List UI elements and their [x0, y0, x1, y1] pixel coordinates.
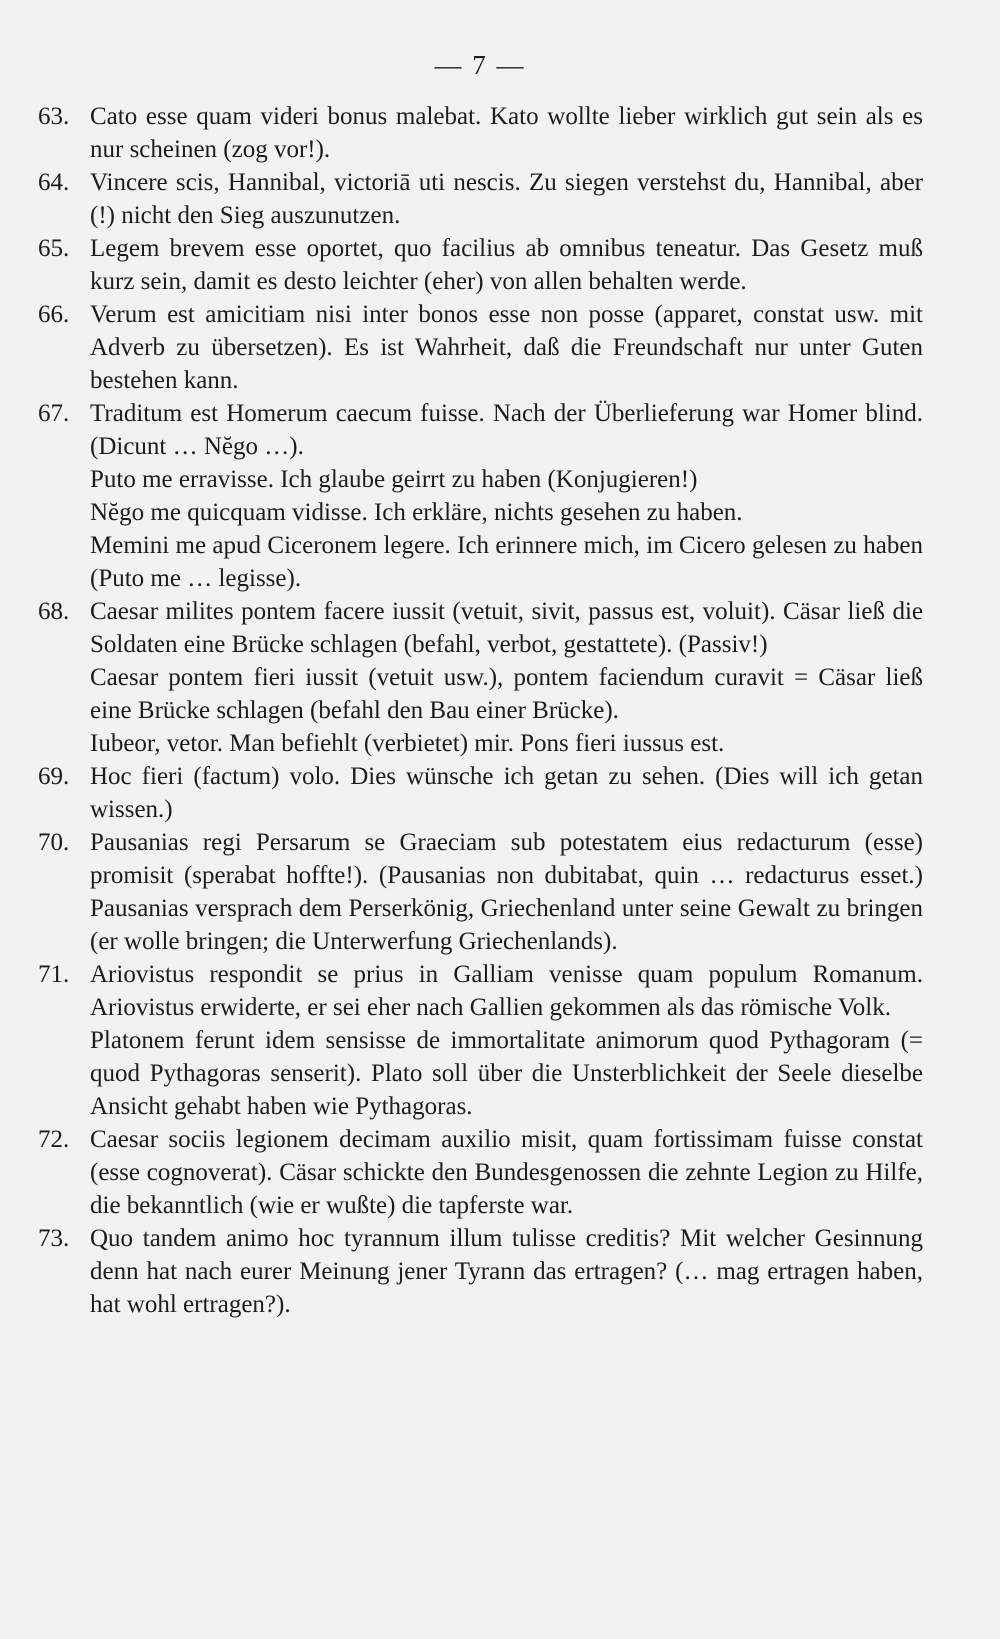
entry-text: Cato esse quam videri bonus malebat. Kato wollte lieber wirklich gut sein als es nur scheinen (zog vor!). [90, 103, 923, 163]
entry-text: Puto me erravisse. Ich glaube geirrt zu haben (Konjugieren!) [90, 466, 698, 493]
entry-text: Verum est amicitiam nisi inter bonos esse non posse (apparet, constat usw. mit Adverb zu übersetzen). Es ist Wahrheit, daß die Freundschaft nur unter Guten bestehen kann. [90, 301, 923, 394]
entries-list [38, 100, 923, 1321]
entry-text: Memini me apud Ciceronem legere. Ich erinnere mich, im Cicero gelesen zu haben (Puto me … legisse). [90, 532, 923, 592]
entry-text: Vincere scis, Hannibal, victoriā uti nescis. Zu siegen verstehst du, Hannibal, aber (!) nicht den Sieg auszunutzen. [90, 169, 923, 229]
entry-number: 71. [38, 961, 70, 988]
entry [38, 760, 923, 826]
entry-number: 64. [38, 169, 70, 196]
entry-text: Pausanias regi Persarum se Graeciam sub potestatem eius redacturum (esse) promisit (sperabat hoffte!). (Pausanias non dubitabat, quin … redacturus esset.) Pausanias versprach dem Perserkönig, Griechenland unter seine Gewalt zu bringen (er wolle bringen; die Unterwerfung Griechenlands). [90, 829, 923, 955]
entry-number: 66. [38, 301, 70, 328]
entry [38, 826, 923, 958]
entry [38, 298, 923, 397]
entry-number: 73. [38, 1225, 70, 1252]
entry-text: Hoc fieri (factum) volo. Dies wünsche ich getan zu sehen. (Dies will ich getan wissen.) [90, 763, 923, 823]
entry [38, 595, 923, 760]
entry-text: Legem brevem esse oportet, quo facilius ab omnibus teneatur. Das Gesetz muß kurz sein, damit es desto leichter (eher) von allen behalten werde. [90, 235, 923, 295]
entry-text: Traditum est Homerum caecum fuisse. Nach der Überlieferung war Homer blind. (Dicunt … Nĕgo …). [90, 400, 923, 460]
entry-text: Caesar milites pontem facere iussit (vetuit, sivit, passus est, voluit). Cäsar ließ die Soldaten eine Brücke schlagen (befahl, verbot, gestattete). (Passiv!) [90, 598, 923, 658]
entry-text: Caesar pontem fieri iussit (vetuit usw.), pontem faciendum curavit = Cäsar ließ eine Brücke schlagen (befahl den Bau einer Brücke). [90, 664, 923, 724]
entry-text: Ariovistus respondit se prius in Galliam venisse quam populum Romanum. Ariovistus erwiderte, er sei eher nach Gallien gekommen als das römische Volk. [90, 961, 923, 1021]
entry-text: Iubeor, vetor. Man befiehlt (verbietet) mir. Pons fieri iussus est. [90, 730, 725, 757]
entry-number: 68. [38, 598, 70, 625]
entry [38, 397, 923, 595]
entry [38, 1123, 923, 1222]
entry-text: Quo tandem animo hoc tyrannum illum tulisse creditis? Mit welcher Gesinnung denn hat nach eurer Meinung jener Tyrann das ertragen? (… mag ertragen haben, hat wohl ertragen?). [90, 1225, 923, 1318]
entry [38, 100, 923, 166]
entry-number: 63. [38, 103, 70, 130]
entry [38, 1222, 923, 1321]
page-number: — 7 — [434, 50, 526, 80]
entry-number: 70. [38, 829, 70, 856]
entry-number: 69. [38, 763, 70, 790]
entry-text: Platonem ferunt idem sensisse de immortalitate animorum quod Pythagoram (= quod Pythagoras senserit). Plato soll über die Unsterblichkeit der Seele dieselbe Ansicht gehabt haben wie Pythagoras. [90, 1027, 923, 1120]
entry-text: Nĕgo me quicquam vidisse. Ich erkläre, nichts gesehen zu haben. [90, 499, 743, 526]
entry-number: 67. [38, 400, 70, 427]
entry [38, 958, 923, 1123]
entry-number: 72. [38, 1126, 70, 1153]
entry-text: Caesar sociis legionem decimam auxilio misit, quam fortissimam fuisse constat (esse cognoverat). Cäsar schickte den Bundesgenossen die zehnte Legion zu Hilfe, die bekanntlich (wie er wußte) die tapferste war. [90, 1126, 923, 1219]
entry [38, 232, 923, 298]
entry [38, 166, 923, 232]
entry-number: 65. [38, 235, 70, 262]
